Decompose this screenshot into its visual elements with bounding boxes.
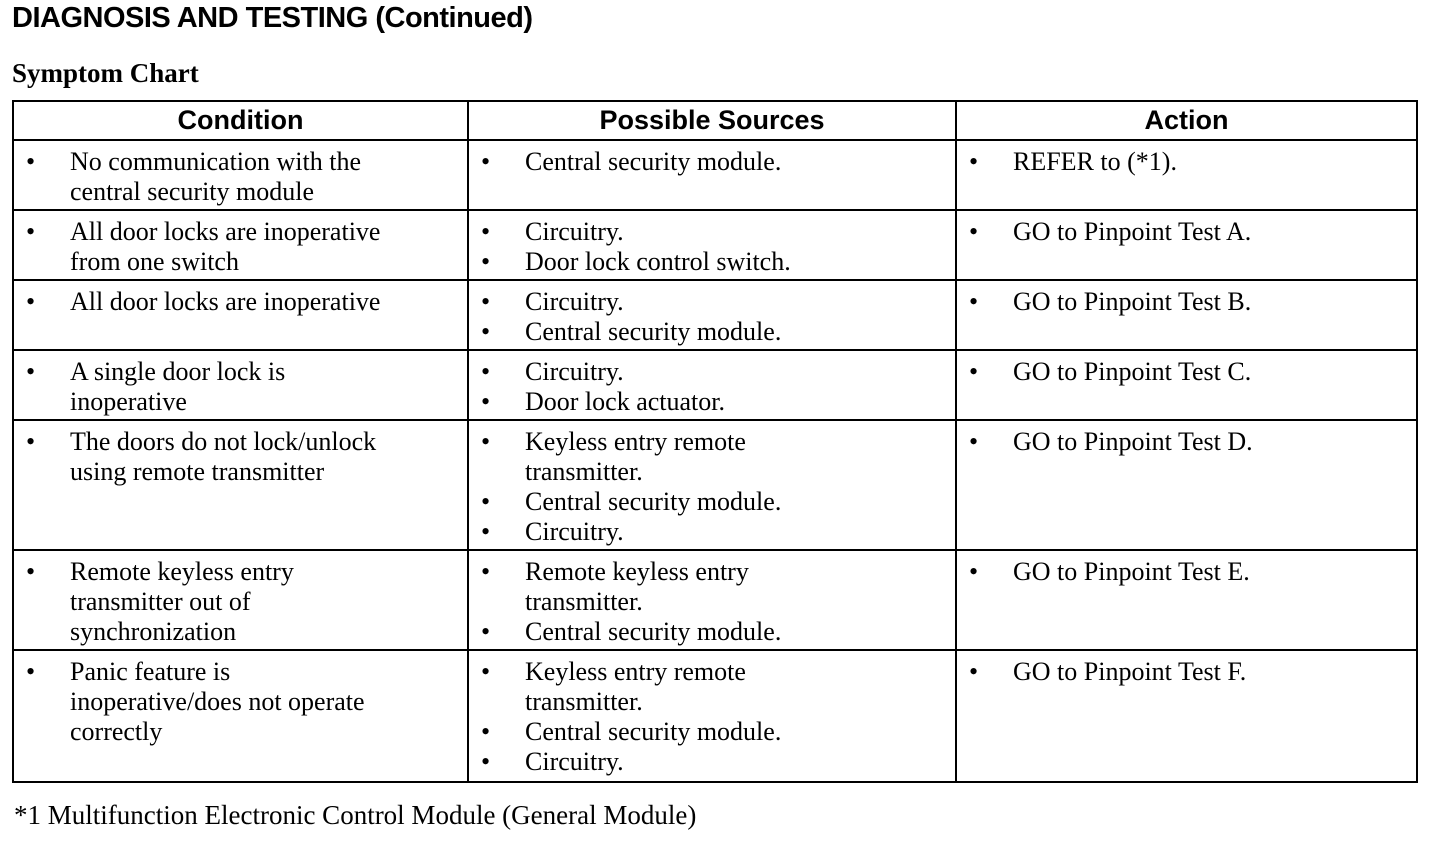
bullet-icon: • (481, 287, 491, 316)
item-text-line: All door locks are inoperative (70, 287, 381, 316)
possible-sources-cell (468, 210, 956, 280)
item-text-line: No communication with the (70, 147, 362, 176)
column-header-condition: Condition (13, 101, 468, 140)
possible-sources-cell (468, 140, 956, 210)
item-text-line: transmitter out of (70, 587, 251, 616)
action-cell (956, 420, 1417, 550)
list-item (481, 717, 955, 747)
bullet-icon: • (481, 427, 491, 456)
bullet-icon: • (26, 557, 36, 586)
item-text-line: Circuitry. (525, 747, 624, 776)
bullet-icon: • (481, 487, 491, 516)
bullet-list (957, 287, 1416, 317)
item-text-line: The doors do not lock/unlock (70, 427, 377, 456)
table-row (13, 140, 1417, 210)
item-text-line: correctly (70, 717, 163, 746)
list-item (26, 357, 467, 417)
item-text-line: Central security module. (525, 317, 782, 346)
list-item (969, 427, 1416, 457)
bullet-list (469, 217, 955, 277)
bullet-icon: • (969, 217, 979, 246)
bullet-list (14, 557, 467, 647)
bullet-icon: • (969, 427, 979, 456)
condition-cell (13, 350, 468, 420)
item-text-line: Door lock control switch. (525, 247, 791, 276)
bullet-list (14, 217, 467, 277)
column-header-action: Action (956, 101, 1417, 140)
table-row (13, 350, 1417, 420)
bullet-icon: • (969, 657, 979, 686)
item-text-line: Remote keyless entry (70, 557, 294, 586)
possible-sources-cell (468, 420, 956, 550)
bullet-icon: • (481, 357, 491, 386)
item-text-line: transmitter. (525, 457, 643, 486)
list-item (26, 147, 467, 207)
bullet-icon: • (481, 147, 491, 176)
list-item (481, 657, 955, 717)
table-body (13, 140, 1417, 782)
action-cell (956, 650, 1417, 782)
bullet-list (469, 657, 955, 777)
list-item (26, 557, 467, 647)
table-row (13, 650, 1417, 782)
bullet-list (957, 357, 1416, 387)
list-item (481, 427, 955, 487)
list-item (969, 217, 1416, 247)
item-text-line: from one switch (70, 247, 239, 276)
item-text-line: Central security module. (525, 717, 782, 746)
item-text-line: Remote keyless entry (525, 557, 749, 586)
column-header-possible-sources: Possible Sources (468, 101, 956, 140)
list-item (969, 657, 1416, 687)
bullet-list (957, 427, 1416, 457)
action-text: REFER to (*1). (1013, 147, 1177, 176)
condition-cell (13, 420, 468, 550)
list-item (969, 557, 1416, 587)
bullet-list (469, 147, 955, 177)
bullet-list (957, 557, 1416, 587)
item-text-line: Circuitry. (525, 357, 624, 386)
item-text-line: Central security module. (525, 147, 782, 176)
item-text-line: Panic feature is (70, 657, 231, 686)
action-cell (956, 210, 1417, 280)
list-item (481, 217, 955, 247)
item-text-line: transmitter. (525, 587, 643, 616)
bullet-list (957, 147, 1416, 177)
bullet-icon: • (26, 427, 36, 456)
bullet-icon: • (26, 657, 36, 686)
list-item (481, 287, 955, 317)
footnote: *1 Multifunction Electronic Control Module (General Module) (14, 800, 697, 830)
table-row (13, 210, 1417, 280)
bullet-icon: • (481, 217, 491, 246)
bullet-list (957, 217, 1416, 247)
action-text: GO to Pinpoint Test B. (1013, 287, 1252, 316)
action-text: GO to Pinpoint Test D. (1013, 427, 1253, 456)
bullet-icon: • (481, 717, 491, 746)
bullet-list (14, 427, 467, 487)
list-item (969, 287, 1416, 317)
action-cell (956, 550, 1417, 650)
bullet-list (14, 657, 467, 747)
list-item (26, 657, 467, 747)
table-row (13, 280, 1417, 350)
section-title: Symptom Chart (12, 58, 199, 88)
bullet-icon: • (26, 147, 36, 176)
action-cell (956, 280, 1417, 350)
list-item (481, 247, 955, 277)
possible-sources-cell (468, 650, 956, 782)
bullet-icon: • (481, 317, 491, 346)
list-item (481, 487, 955, 517)
list-item (481, 617, 955, 647)
possible-sources-cell (468, 350, 956, 420)
list-item (26, 217, 467, 277)
bullet-icon: • (481, 387, 491, 416)
list-item (481, 317, 955, 347)
bullet-list (957, 657, 1416, 687)
item-text-line: All door locks are inoperative (70, 217, 381, 246)
action-cell (956, 140, 1417, 210)
list-item (969, 357, 1416, 387)
action-text: GO to Pinpoint Test A. (1013, 217, 1252, 246)
item-text-line: synchronization (70, 617, 237, 646)
bullet-icon: • (481, 517, 491, 546)
condition-cell (13, 550, 468, 650)
bullet-icon: • (481, 247, 491, 276)
bullet-list (469, 427, 955, 547)
bullet-icon: • (481, 747, 491, 776)
condition-cell (13, 280, 468, 350)
possible-sources-cell (468, 280, 956, 350)
item-text-line: Circuitry. (525, 217, 624, 246)
action-text: GO to Pinpoint Test E. (1013, 557, 1250, 586)
item-text-line: transmitter. (525, 687, 643, 716)
list-item (481, 517, 955, 547)
table-header-row (13, 101, 1417, 140)
table-row (13, 550, 1417, 650)
bullet-icon: • (969, 557, 979, 586)
bullet-icon: • (481, 657, 491, 686)
possible-sources-cell (468, 550, 956, 650)
condition-cell (13, 210, 468, 280)
item-text-line: inoperative (70, 387, 187, 416)
bullet-list (469, 357, 955, 417)
item-text-line: central security module (70, 177, 315, 206)
bullet-list (14, 357, 467, 417)
list-item (481, 357, 955, 387)
bullet-list (469, 557, 955, 647)
item-text-line: Keyless entry remote (525, 657, 746, 686)
list-item (481, 557, 955, 617)
bullet-icon: • (969, 287, 979, 316)
item-text-line: Door lock actuator. (525, 387, 725, 416)
bullet-list (469, 287, 955, 347)
action-text: GO to Pinpoint Test C. (1013, 357, 1252, 386)
bullet-icon: • (481, 557, 491, 586)
item-text-line: A single door lock is (70, 357, 286, 386)
bullet-icon: • (481, 617, 491, 646)
item-text-line: inoperative/does not operate (70, 687, 365, 716)
symptom-chart-table (12, 100, 1418, 783)
item-text-line: Central security module. (525, 617, 782, 646)
page-title: DIAGNOSIS AND TESTING (Continued) (12, 2, 533, 34)
bullet-list (14, 287, 467, 317)
list-item (481, 387, 955, 417)
condition-cell (13, 140, 468, 210)
item-text-line: Circuitry. (525, 517, 624, 546)
table-row (13, 420, 1417, 550)
bullet-icon: • (969, 147, 979, 176)
item-text-line: Circuitry. (525, 287, 624, 316)
bullet-icon: • (26, 217, 36, 246)
item-text-line: using remote transmitter (70, 457, 325, 486)
bullet-icon: • (26, 357, 36, 386)
list-item (26, 427, 467, 487)
bullet-list (14, 147, 467, 207)
action-cell (956, 350, 1417, 420)
bullet-icon: • (26, 287, 36, 316)
condition-cell (13, 650, 468, 782)
bullet-icon: • (969, 357, 979, 386)
item-text-line: Keyless entry remote (525, 427, 746, 456)
list-item (481, 147, 955, 177)
list-item (481, 747, 955, 777)
list-item (969, 147, 1416, 177)
action-text: GO to Pinpoint Test F. (1013, 657, 1247, 686)
item-text-line: Central security module. (525, 487, 782, 516)
list-item (26, 287, 467, 317)
